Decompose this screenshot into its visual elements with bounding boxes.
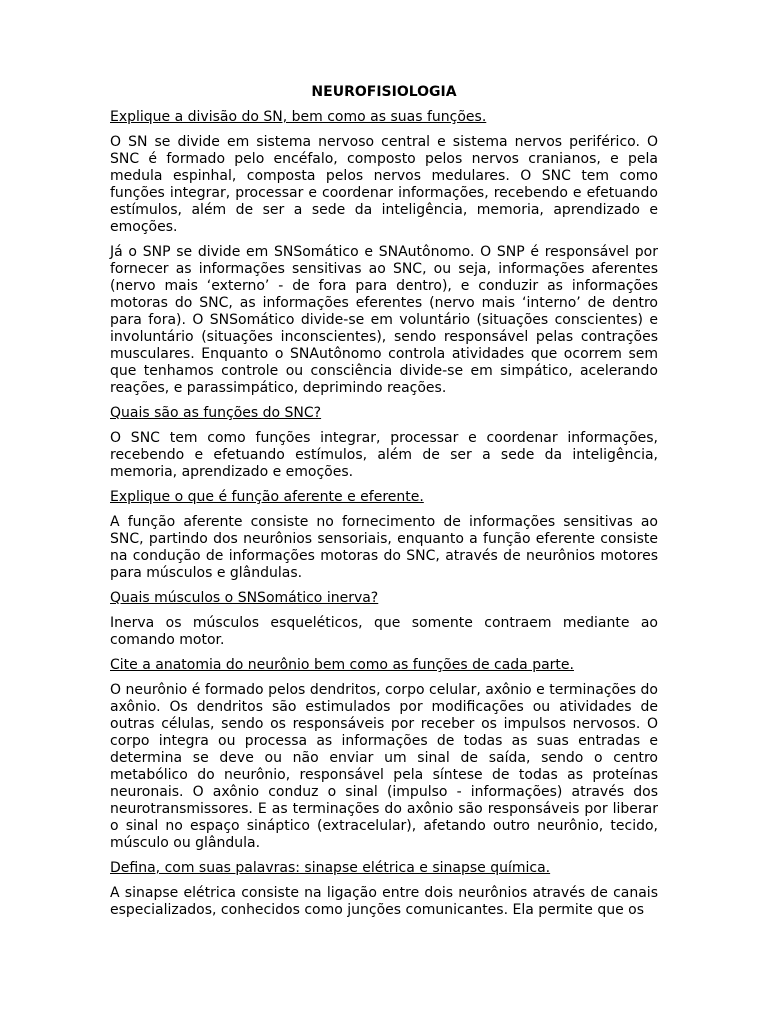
- answer-paragraph: A sinapse elétrica consiste na ligação entre dois neurônios através de canais especializados, conhecidos como junções comunicantes. Ela permite que os: [110, 885, 658, 918]
- question-heading: Defina, com suas palavras: sinapse elétrica e sinapse química.: [110, 860, 551, 876]
- answer-paragraph: O neurônio é formado pelos dendritos, corpo celular, axônio e terminações do axônio. Os dendritos são estimulados por modificações ou atividades de outras células, sendo os responsáveis por receber os impulsos nervosos. O corpo integra ou processa as informações de todas as suas entradas e determina se deve ou não enviar um sinal de saída, sendo o centro metabólico do neurônio, responsável pela síntese de todas as proteínas neuronais. O axônio conduz o sinal (impulso - informações) através dos neurotransmissores. E as terminações do axônio são responsáveis por liberar o sinal no espaço sináptico (extracelular), afetando outro neurônio, tecido, músculo ou glândula.: [110, 682, 658, 851]
- section-somatic-muscles: [110, 590, 658, 649]
- question-heading: Quais músculos o SNSomático inerva?: [110, 590, 379, 606]
- section-sn-division: [110, 109, 658, 397]
- document-title: NEUROFISIOLOGIA: [311, 84, 457, 100]
- question-heading: Explique o que é função aferente e eferente.: [110, 489, 424, 505]
- section-neuron-anatomy: [110, 657, 658, 852]
- question-heading: Quais são as funções do SNC?: [110, 405, 322, 421]
- section-afferent-efferent: [110, 489, 658, 582]
- question-heading: Explique a divisão do SN, bem como as suas funções.: [110, 109, 487, 125]
- answer-paragraph: Já o SNP se divide em SNSomático e SNAutônomo. O SNP é responsável por fornecer as informações sensitivas ao SNC, ou seja, informações aferentes (nervo mais ‘externo’ - de fora para dentro), e conduzir as informações motoras do SNC, as informações eferentes (nervo mais ‘interno’ de dentro para fora). O SNSomático divide-se em voluntário (situações conscientes) e involuntário (situações inconscientes), sendo responsável pelas contrações musculares. Enquanto o SNAutônomo controla atividades que ocorrem sem que tenhamos controle ou consciência divide-se em simpático, acelerando reações, e parassimpático, deprimindo reações.: [110, 244, 658, 396]
- section-synapse: [110, 860, 658, 919]
- document-page: [110, 84, 658, 927]
- answer-paragraph: Inerva os músculos esqueléticos, que somente contraem mediante ao comando motor.: [110, 615, 658, 648]
- answer-paragraph: O SNC tem como funções integrar, processar e coordenar informações, recebendo e efetuando estímulos, além de ser a sede da inteligência, memoria, aprendizado e emoções.: [110, 430, 658, 480]
- answer-paragraph: O SN se divide em sistema nervoso central e sistema nervos periférico. O SNC é formado pelo encéfalo, composto pelos nervos cranianos, e pela medula espinhal, composta pelos nervos medulares. O SNC tem como funções integrar, processar e coordenar informações, recebendo e efetuando estímulos, além de ser a sede da inteligência, memoria, aprendizado e emoções.: [110, 134, 658, 235]
- answer-paragraph: A função aferente consiste no fornecimento de informações sensitivas ao SNC, partindo dos neurônios sensoriais, enquanto a função eferente consiste na condução de informações motoras do SNC, através de neurônios motores para músculos e glândulas.: [110, 514, 658, 581]
- section-snc-functions: [110, 405, 658, 481]
- question-heading: Cite a anatomia do neurônio bem como as funções de cada parte.: [110, 657, 574, 673]
